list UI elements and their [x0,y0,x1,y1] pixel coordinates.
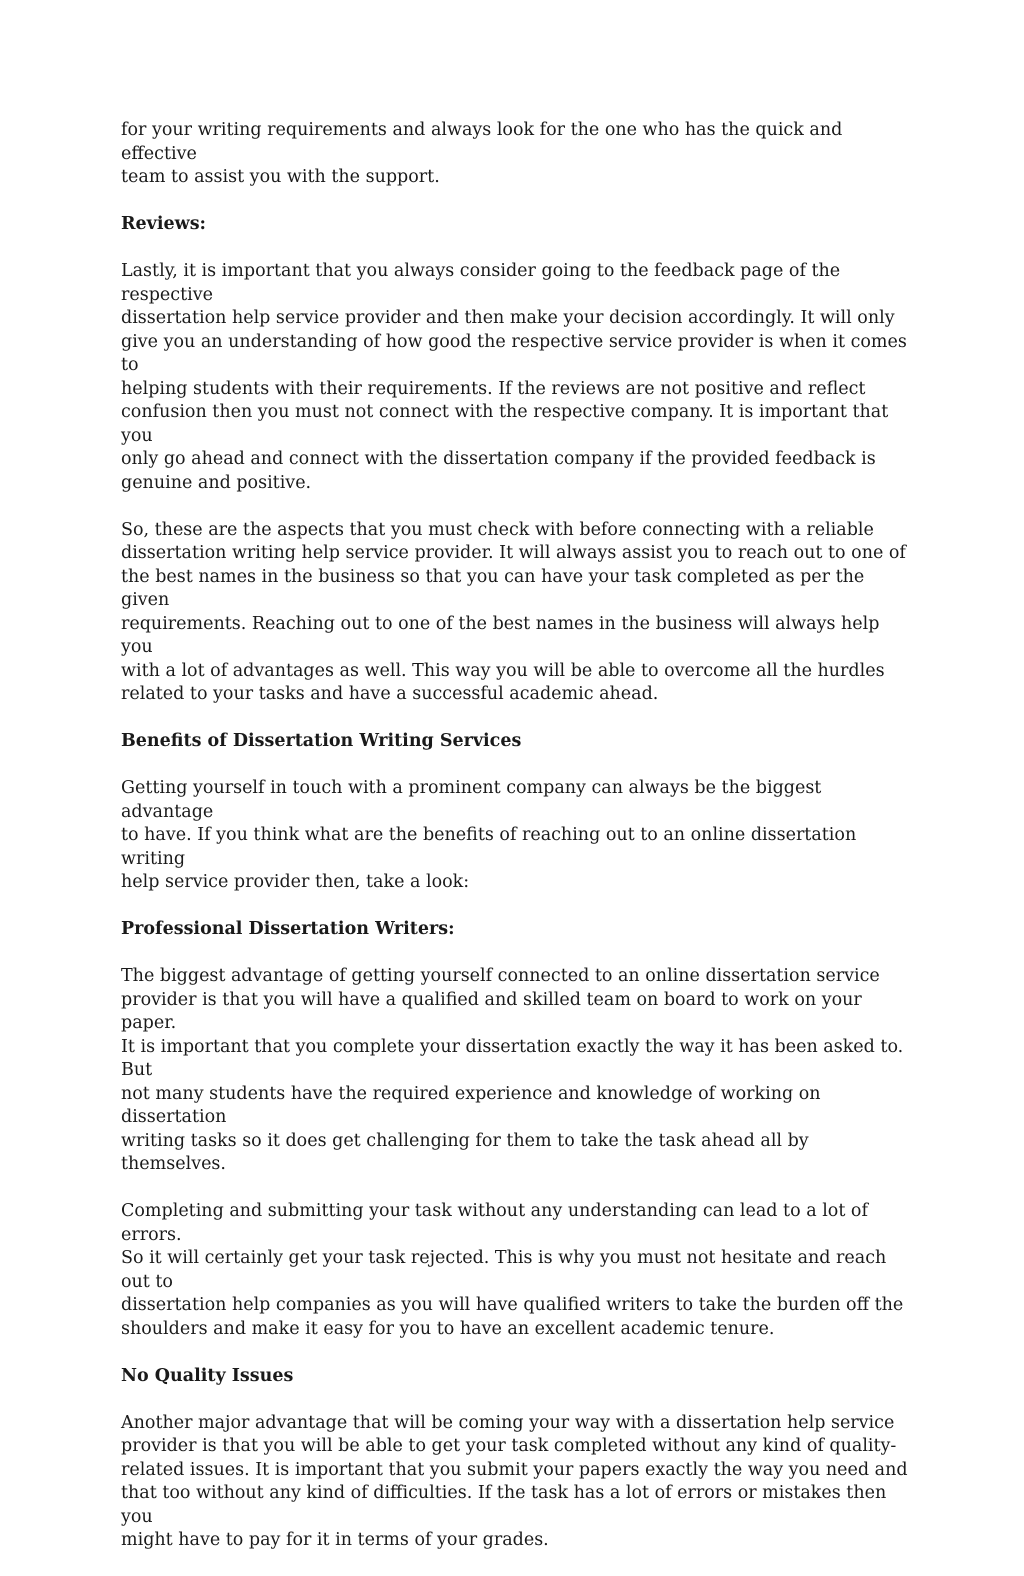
text-line: dissertation writing help service provider. It will always assist you to reach out to one of [121,543,906,563]
benefits-paragraph [121,777,911,895]
heading-reviews: Reviews: [121,214,207,234]
text-line: help service provider then, take a look: [121,872,470,892]
text-line: It is important that you complete your dissertation exactly the way it has been asked to. But [121,1036,904,1080]
text-line: might have to pay for it in terms of your grades. [121,1530,549,1550]
text-line: that too without any kind of difficulties. If the task has a lot of errors or mistakes then you [121,1483,887,1527]
text-line: provider is that you will be able to get your task completed without any kind of quality- [121,1436,897,1456]
quality-paragraph [121,1412,911,1553]
text-line: Getting yourself in touch with a prominent company can always be the biggest advantage [121,778,822,822]
text-line: give you an understanding of how good the respective service provider is when it comes to [121,331,907,375]
document-page [121,119,911,1576]
text-line: confusion then you must not connect with the respective company. It is important that you [121,402,889,446]
text-line: to have. If you think what are the benefits of reaching out to an online dissertation writing [121,825,857,869]
text-line: So, these are the aspects that you must check with before connecting with a reliable [121,519,874,540]
text-line: genuine and positive. [121,472,312,493]
text-line: The biggest advantage of getting yourself connected to an online dissertation service [121,966,880,986]
intro-paragraph [121,119,911,190]
text-line: Completing and submitting your task without any understanding can lead to a lot of errors. [121,1201,868,1245]
text-line: dissertation help service provider and then make your decision accordingly. It will only [121,308,895,328]
text-line: Lastly, it is important that you always consider going to the feedback page of the respective [121,261,841,305]
text-line: related issues. It is important that you submit your papers exactly the way you need and [121,1459,908,1480]
text-line: the best names in the business so that you can have your task completed as per the given [121,566,865,610]
text-line: related to your tasks and have a successful academic ahead. [121,684,659,704]
text-line: team to assist you with the support. [121,167,440,187]
submission-paragraph [121,1200,911,1341]
text-line: provider is that you will have a qualified and skilled team on board to work on your paper. [121,989,862,1033]
text-line: So it will certainly get your task rejected. This is why you must not hesitate and reach out to [121,1248,887,1292]
heading-benefits: Benefits of Dissertation Writing Services [121,731,522,751]
heading-professional-writers: Professional Dissertation Writers: [121,919,455,939]
text-line: not many students have the required experience and knowledge of working on dissertation [121,1083,821,1127]
text-line: writing tasks so it does get challenging for them to take the task ahead all by themselves. [121,1130,809,1174]
heading-no-quality-issues: No Quality Issues [121,1365,294,1386]
text-line: requirements. Reaching out to one of the best names in the business will always help you [121,613,880,657]
text-line: dissertation help companies as you will have qualified writers to take the burden off the [121,1295,904,1315]
text-line: with a lot of advantages as well. This way you will be able to overcome all the hurdles [121,660,885,681]
text-line: only go ahead and connect with the dissertation company if the provided feedback is [121,449,876,469]
text-line: for your writing requirements and always look for the one who has the quick and effective [121,120,843,164]
summary-paragraph [121,519,911,707]
text-line: shoulders and make it easy for you to have an excellent academic tenure. [121,1318,775,1339]
text-line: Another major advantage that will be coming your way with a dissertation help service [121,1412,895,1433]
reviews-paragraph [121,260,911,495]
text-line: helping students with their requirements. If the reviews are not positive and reflect [121,378,866,399]
professional-writers-paragraph [121,965,911,1177]
